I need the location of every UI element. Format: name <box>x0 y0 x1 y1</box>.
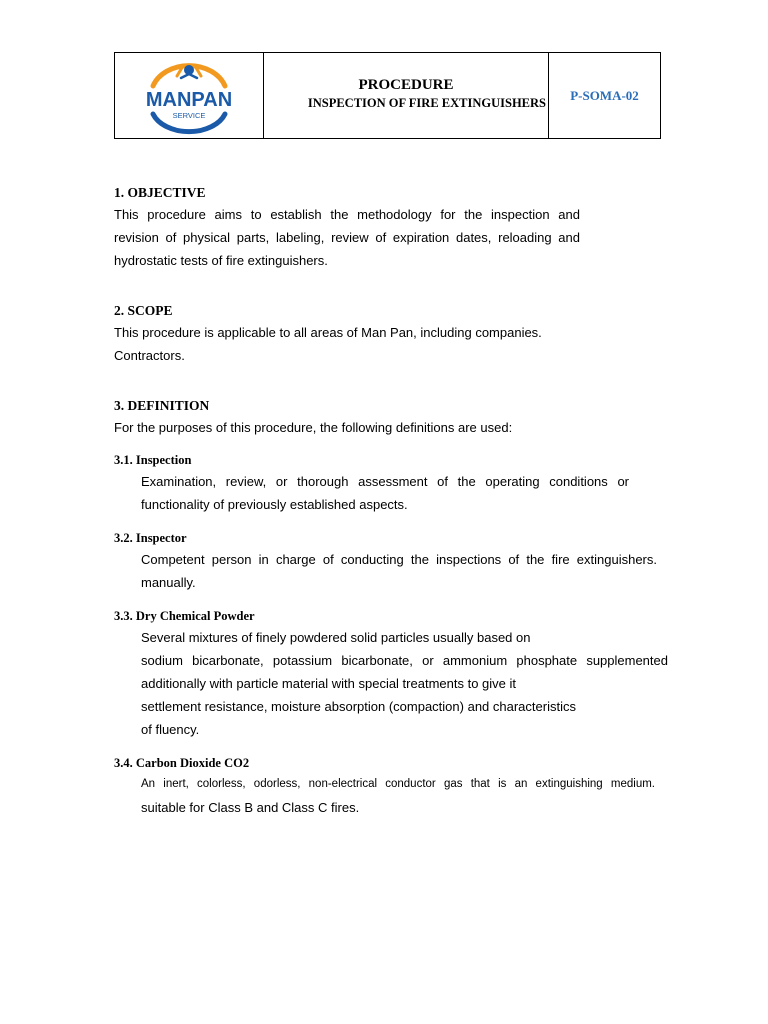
body-line: functionality of previously established aspects. <box>141 497 408 512</box>
logo-text: MANPAN <box>145 88 233 111</box>
document-subtitle: INSPECTION OF FIRE EXTINGUISHERS <box>307 96 546 110</box>
document-title: PROCEDURE <box>358 77 454 93</box>
body-line: additionally with particle material with special treatments to give it <box>141 676 517 691</box>
document-header <box>114 52 661 139</box>
definition-item <box>114 606 670 741</box>
definition-title: 3.2. Inspector <box>114 531 187 545</box>
body-line: Examination, review, or thorough assessment of the operating conditions or <box>141 474 629 489</box>
definition-item <box>114 528 670 594</box>
logo-cell <box>115 53 264 138</box>
definition-item <box>114 753 670 819</box>
section-heading: 1. OBJECTIVE <box>114 185 206 200</box>
body-line: Competent person in charge of conducting the inspections of the fire extinguishers. <box>141 552 657 567</box>
body-line: For the purposes of this procedure, the following definitions are used: <box>114 420 513 435</box>
section-definition <box>114 396 670 819</box>
body-line: Contractors. <box>114 348 185 363</box>
document-code: P-SOMA-02 <box>570 87 639 103</box>
logo-subtext: SERVICE <box>172 110 206 120</box>
body-line: An inert, colorless, odorless, non-electrical conductor gas that is an extinguishing medium. <box>141 778 655 790</box>
definition-title: 3.3. Dry Chemical Powder <box>114 609 255 623</box>
body-line: This procedure aims to establish the methodology for the inspection and <box>114 207 580 222</box>
section-heading: 3. DEFINITION <box>114 398 210 413</box>
body-line: suitable for Class B and Class C fires. <box>141 800 360 815</box>
definition-item <box>114 450 670 516</box>
manpan-logo <box>141 56 237 136</box>
body-line: This procedure is applicable to all areas of Man Pan, including companies. <box>114 325 542 340</box>
title-cell <box>264 53 549 138</box>
body-line: manually. <box>141 575 196 590</box>
definition-title: 3.4. Carbon Dioxide CO2 <box>114 756 250 770</box>
body-line: of fluency. <box>141 722 200 737</box>
section-objective <box>114 183 670 272</box>
body-line: Several mixtures of finely powdered solid particles usually based on <box>141 630 531 645</box>
body-line: revision of physical parts, labeling, review of expiration dates, reloading and <box>114 230 580 245</box>
section-heading: 2. SCOPE <box>114 303 173 318</box>
body-line: sodium bicarbonate, potassium bicarbonate, or ammonium phosphate supplemented <box>141 653 668 668</box>
code-cell <box>549 53 660 138</box>
body-line: hydrostatic tests of fire extinguishers. <box>114 253 328 268</box>
definition-title: 3.1. Inspection <box>114 453 192 467</box>
section-scope <box>114 301 670 367</box>
body-line: settlement resistance, moisture absorption (compaction) and characteristics <box>141 699 576 714</box>
document-body <box>114 183 670 819</box>
